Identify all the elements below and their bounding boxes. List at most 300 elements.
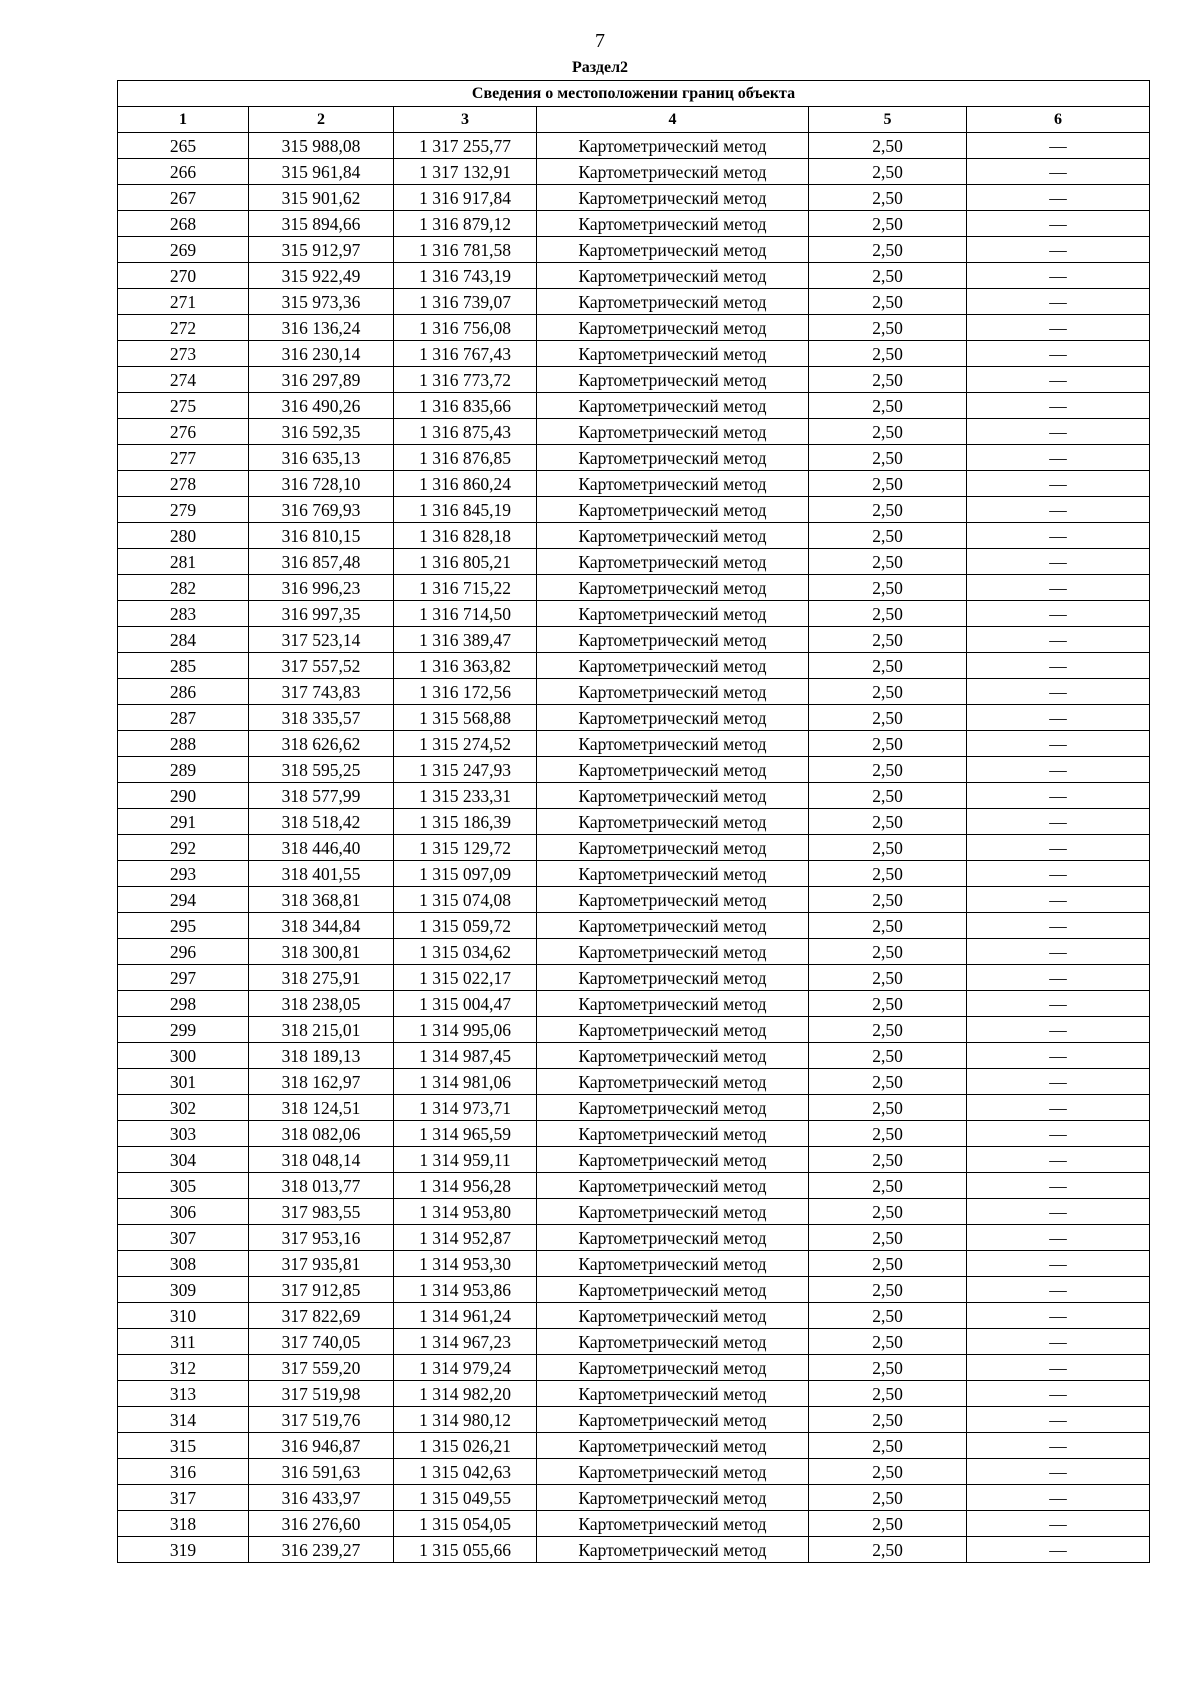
method-cell: Картометрический метод: [537, 731, 809, 757]
y-coordinate-cell: 1 315 186,39: [394, 809, 537, 835]
x-coordinate-cell: 316 592,35: [249, 419, 394, 445]
x-coordinate-cell: 317 743,83: [249, 679, 394, 705]
accuracy-cell: 2,50: [809, 731, 967, 757]
y-coordinate-cell: 1 316 714,50: [394, 601, 537, 627]
table-row: [118, 1173, 1150, 1199]
x-coordinate-cell: 317 523,14: [249, 627, 394, 653]
accuracy-cell: 2,50: [809, 1381, 967, 1407]
point-number-cell: 312: [118, 1355, 249, 1381]
table-row: [118, 497, 1150, 523]
y-coordinate-cell: 1 314 952,87: [394, 1225, 537, 1251]
x-coordinate-cell: 318 335,57: [249, 705, 394, 731]
description-cell: —: [967, 523, 1150, 549]
table-row: [118, 757, 1150, 783]
accuracy-cell: 2,50: [809, 419, 967, 445]
accuracy-cell: 2,50: [809, 1043, 967, 1069]
description-cell: —: [967, 1225, 1150, 1251]
accuracy-cell: 2,50: [809, 1407, 967, 1433]
point-number-cell: 268: [118, 211, 249, 237]
x-coordinate-cell: 318 368,81: [249, 887, 394, 913]
x-coordinate-cell: 318 189,13: [249, 1043, 394, 1069]
x-coordinate-cell: 316 946,87: [249, 1433, 394, 1459]
y-coordinate-cell: 1 315 055,66: [394, 1537, 537, 1563]
y-coordinate-cell: 1 315 054,05: [394, 1511, 537, 1537]
y-coordinate-cell: 1 316 389,47: [394, 627, 537, 653]
description-cell: —: [967, 575, 1150, 601]
accuracy-cell: 2,50: [809, 1355, 967, 1381]
description-cell: —: [967, 159, 1150, 185]
table-row: [118, 1277, 1150, 1303]
accuracy-cell: 2,50: [809, 1511, 967, 1537]
table-row: [118, 1433, 1150, 1459]
table-caption: Сведения о местоположении границ объекта: [118, 81, 1150, 107]
x-coordinate-cell: 317 912,85: [249, 1277, 394, 1303]
y-coordinate-cell: 1 314 961,24: [394, 1303, 537, 1329]
x-coordinate-cell: 318 048,14: [249, 1147, 394, 1173]
accuracy-cell: 2,50: [809, 1537, 967, 1563]
table-row: [118, 1407, 1150, 1433]
y-coordinate-cell: 1 315 042,63: [394, 1459, 537, 1485]
y-coordinate-cell: 1 314 953,30: [394, 1251, 537, 1277]
method-cell: Картометрический метод: [537, 627, 809, 653]
accuracy-cell: 2,50: [809, 315, 967, 341]
accuracy-cell: 2,50: [809, 887, 967, 913]
description-cell: —: [967, 1459, 1150, 1485]
x-coordinate-cell: 315 894,66: [249, 211, 394, 237]
table-row: [118, 991, 1150, 1017]
accuracy-cell: 2,50: [809, 861, 967, 887]
accuracy-cell: 2,50: [809, 783, 967, 809]
x-coordinate-cell: 318 626,62: [249, 731, 394, 757]
method-cell: Картометрический метод: [537, 445, 809, 471]
table-row: [118, 367, 1150, 393]
y-coordinate-cell: 1 315 034,62: [394, 939, 537, 965]
table-row: [118, 1043, 1150, 1069]
accuracy-cell: 2,50: [809, 159, 967, 185]
method-cell: Картометрический метод: [537, 991, 809, 1017]
accuracy-cell: 2,50: [809, 913, 967, 939]
description-cell: —: [967, 731, 1150, 757]
method-cell: Картометрический метод: [537, 861, 809, 887]
method-cell: Картометрический метод: [537, 679, 809, 705]
point-number-cell: 274: [118, 367, 249, 393]
table-row: [118, 133, 1150, 159]
y-coordinate-cell: 1 315 004,47: [394, 991, 537, 1017]
x-coordinate-cell: 316 997,35: [249, 601, 394, 627]
column-header: 1: [118, 107, 249, 133]
point-number-cell: 299: [118, 1017, 249, 1043]
accuracy-cell: 2,50: [809, 471, 967, 497]
table-row: [118, 523, 1150, 549]
accuracy-cell: 2,50: [809, 367, 967, 393]
y-coordinate-cell: 1 316 739,07: [394, 289, 537, 315]
y-coordinate-cell: 1 316 875,43: [394, 419, 537, 445]
y-coordinate-cell: 1 315 049,55: [394, 1485, 537, 1511]
description-cell: —: [967, 1277, 1150, 1303]
method-cell: Картометрический метод: [537, 1303, 809, 1329]
point-number-cell: 300: [118, 1043, 249, 1069]
y-coordinate-cell: 1 315 059,72: [394, 913, 537, 939]
y-coordinate-cell: 1 314 973,71: [394, 1095, 537, 1121]
description-cell: —: [967, 653, 1150, 679]
method-cell: Картометрический метод: [537, 1407, 809, 1433]
point-number-cell: 317: [118, 1485, 249, 1511]
description-cell: —: [967, 965, 1150, 991]
point-number-cell: 316: [118, 1459, 249, 1485]
accuracy-cell: 2,50: [809, 523, 967, 549]
method-cell: Картометрический метод: [537, 601, 809, 627]
column-header: 3: [394, 107, 537, 133]
y-coordinate-cell: 1 314 982,20: [394, 1381, 537, 1407]
point-number-cell: 279: [118, 497, 249, 523]
method-cell: Картометрический метод: [537, 887, 809, 913]
method-cell: Картометрический метод: [537, 1199, 809, 1225]
point-number-cell: 292: [118, 835, 249, 861]
table-row: [118, 939, 1150, 965]
description-cell: —: [967, 1017, 1150, 1043]
description-cell: —: [967, 289, 1150, 315]
table-row: [118, 1121, 1150, 1147]
table-row: [118, 1381, 1150, 1407]
x-coordinate-cell: 317 559,20: [249, 1355, 394, 1381]
table-row: [118, 627, 1150, 653]
accuracy-cell: 2,50: [809, 341, 967, 367]
table-row: [118, 159, 1150, 185]
accuracy-cell: 2,50: [809, 1225, 967, 1251]
point-number-cell: 272: [118, 315, 249, 341]
y-coordinate-cell: 1 314 980,12: [394, 1407, 537, 1433]
table-row: [118, 1069, 1150, 1095]
point-number-cell: 319: [118, 1537, 249, 1563]
y-coordinate-cell: 1 316 876,85: [394, 445, 537, 471]
y-coordinate-cell: 1 316 845,19: [394, 497, 537, 523]
method-cell: Картометрический метод: [537, 705, 809, 731]
accuracy-cell: 2,50: [809, 1095, 967, 1121]
table-row: [118, 211, 1150, 237]
x-coordinate-cell: 317 822,69: [249, 1303, 394, 1329]
table-row: [118, 263, 1150, 289]
y-coordinate-cell: 1 316 767,43: [394, 341, 537, 367]
method-cell: Картометрический метод: [537, 497, 809, 523]
table-row: [118, 419, 1150, 445]
x-coordinate-cell: 318 215,01: [249, 1017, 394, 1043]
method-cell: Картометрический метод: [537, 1225, 809, 1251]
point-number-cell: 302: [118, 1095, 249, 1121]
x-coordinate-cell: 316 635,13: [249, 445, 394, 471]
description-cell: —: [967, 1173, 1150, 1199]
description-cell: —: [967, 1407, 1150, 1433]
page-number: 7: [595, 30, 605, 52]
x-coordinate-cell: 318 401,55: [249, 861, 394, 887]
point-number-cell: 305: [118, 1173, 249, 1199]
method-cell: Картометрический метод: [537, 1433, 809, 1459]
table-row: [118, 1329, 1150, 1355]
point-number-cell: 281: [118, 549, 249, 575]
method-cell: Картометрический метод: [537, 783, 809, 809]
accuracy-cell: 2,50: [809, 809, 967, 835]
accuracy-cell: 2,50: [809, 1459, 967, 1485]
point-number-cell: 309: [118, 1277, 249, 1303]
table-row: [118, 1251, 1150, 1277]
y-coordinate-cell: 1 317 255,77: [394, 133, 537, 159]
x-coordinate-cell: 318 275,91: [249, 965, 394, 991]
method-cell: Картометрический метод: [537, 653, 809, 679]
accuracy-cell: 2,50: [809, 263, 967, 289]
x-coordinate-cell: 318 124,51: [249, 1095, 394, 1121]
x-coordinate-cell: 318 300,81: [249, 939, 394, 965]
accuracy-cell: 2,50: [809, 1303, 967, 1329]
point-number-cell: 269: [118, 237, 249, 263]
method-cell: Картометрический метод: [537, 1017, 809, 1043]
table-row: [118, 471, 1150, 497]
table-row: [118, 1303, 1150, 1329]
point-number-cell: 297: [118, 965, 249, 991]
x-coordinate-cell: 316 996,23: [249, 575, 394, 601]
description-cell: —: [967, 991, 1150, 1017]
x-coordinate-cell: 316 769,93: [249, 497, 394, 523]
point-number-cell: 313: [118, 1381, 249, 1407]
description-cell: —: [967, 497, 1150, 523]
y-coordinate-cell: 1 315 074,08: [394, 887, 537, 913]
method-cell: Картометрический метод: [537, 1095, 809, 1121]
x-coordinate-cell: 316 297,89: [249, 367, 394, 393]
point-number-cell: 295: [118, 913, 249, 939]
table-row: [118, 1017, 1150, 1043]
column-header: 5: [809, 107, 967, 133]
x-coordinate-cell: 317 557,52: [249, 653, 394, 679]
method-cell: Картометрический метод: [537, 1485, 809, 1511]
point-number-cell: 276: [118, 419, 249, 445]
point-number-cell: 285: [118, 653, 249, 679]
method-cell: Картометрический метод: [537, 1329, 809, 1355]
table-row: [118, 1355, 1150, 1381]
x-coordinate-cell: 318 595,25: [249, 757, 394, 783]
method-cell: Картометрический метод: [537, 575, 809, 601]
description-cell: —: [967, 419, 1150, 445]
accuracy-cell: 2,50: [809, 575, 967, 601]
accuracy-cell: 2,50: [809, 835, 967, 861]
table-row: [118, 1459, 1150, 1485]
point-number-cell: 267: [118, 185, 249, 211]
description-cell: —: [967, 1199, 1150, 1225]
y-coordinate-cell: 1 314 995,06: [394, 1017, 537, 1043]
description-cell: —: [967, 133, 1150, 159]
accuracy-cell: 2,50: [809, 705, 967, 731]
point-number-cell: 266: [118, 159, 249, 185]
x-coordinate-cell: 316 239,27: [249, 1537, 394, 1563]
x-coordinate-cell: 318 344,84: [249, 913, 394, 939]
method-cell: Картометрический метод: [537, 757, 809, 783]
y-coordinate-cell: 1 315 097,09: [394, 861, 537, 887]
accuracy-cell: 2,50: [809, 1433, 967, 1459]
accuracy-cell: 2,50: [809, 627, 967, 653]
x-coordinate-cell: 315 973,36: [249, 289, 394, 315]
description-cell: —: [967, 445, 1150, 471]
x-coordinate-cell: 316 230,14: [249, 341, 394, 367]
table-body: [118, 133, 1150, 1563]
table-row: [118, 1537, 1150, 1563]
table-row: [118, 1485, 1150, 1511]
method-cell: Картометрический метод: [537, 237, 809, 263]
x-coordinate-cell: 318 446,40: [249, 835, 394, 861]
boundaries-table: [117, 80, 1150, 1563]
point-number-cell: 278: [118, 471, 249, 497]
table-row: [118, 315, 1150, 341]
point-number-cell: 277: [118, 445, 249, 471]
description-cell: —: [967, 1043, 1150, 1069]
y-coordinate-cell: 1 316 835,66: [394, 393, 537, 419]
table-row: [118, 1511, 1150, 1537]
point-number-cell: 283: [118, 601, 249, 627]
point-number-cell: 294: [118, 887, 249, 913]
accuracy-cell: 2,50: [809, 1069, 967, 1095]
accuracy-cell: 2,50: [809, 1329, 967, 1355]
description-cell: —: [967, 809, 1150, 835]
method-cell: Картометрический метод: [537, 263, 809, 289]
x-coordinate-cell: 316 591,63: [249, 1459, 394, 1485]
y-coordinate-cell: 1 315 129,72: [394, 835, 537, 861]
y-coordinate-cell: 1 314 981,06: [394, 1069, 537, 1095]
table-row: [118, 341, 1150, 367]
accuracy-cell: 2,50: [809, 1251, 967, 1277]
x-coordinate-cell: 315 961,84: [249, 159, 394, 185]
description-cell: —: [967, 679, 1150, 705]
method-cell: Картометрический метод: [537, 1147, 809, 1173]
method-cell: Картометрический метод: [537, 315, 809, 341]
method-cell: Картометрический метод: [537, 1173, 809, 1199]
accuracy-cell: 2,50: [809, 1147, 967, 1173]
accuracy-cell: 2,50: [809, 991, 967, 1017]
x-coordinate-cell: 318 162,97: [249, 1069, 394, 1095]
description-cell: —: [967, 705, 1150, 731]
y-coordinate-cell: 1 314 987,45: [394, 1043, 537, 1069]
method-cell: Картометрический метод: [537, 1537, 809, 1563]
y-coordinate-cell: 1 316 805,21: [394, 549, 537, 575]
description-cell: —: [967, 1381, 1150, 1407]
description-cell: —: [967, 1303, 1150, 1329]
method-cell: Картометрический метод: [537, 211, 809, 237]
table-row: [118, 731, 1150, 757]
description-cell: —: [967, 783, 1150, 809]
accuracy-cell: 2,50: [809, 1121, 967, 1147]
y-coordinate-cell: 1 315 274,52: [394, 731, 537, 757]
description-cell: —: [967, 1511, 1150, 1537]
x-coordinate-cell: 316 136,24: [249, 315, 394, 341]
description-cell: —: [967, 367, 1150, 393]
method-cell: Картометрический метод: [537, 965, 809, 991]
accuracy-cell: 2,50: [809, 1017, 967, 1043]
table-row: [118, 1225, 1150, 1251]
point-number-cell: 291: [118, 809, 249, 835]
method-cell: Картометрический метод: [537, 549, 809, 575]
description-cell: —: [967, 861, 1150, 887]
table-row: [118, 1199, 1150, 1225]
point-number-cell: 298: [118, 991, 249, 1017]
x-coordinate-cell: 317 519,76: [249, 1407, 394, 1433]
point-number-cell: 307: [118, 1225, 249, 1251]
table-row: [118, 835, 1150, 861]
x-coordinate-cell: 318 082,06: [249, 1121, 394, 1147]
column-header: 4: [537, 107, 809, 133]
point-number-cell: 286: [118, 679, 249, 705]
point-number-cell: 265: [118, 133, 249, 159]
description-cell: —: [967, 549, 1150, 575]
method-cell: Картометрический метод: [537, 393, 809, 419]
accuracy-cell: 2,50: [809, 211, 967, 237]
description-cell: —: [967, 835, 1150, 861]
y-coordinate-cell: 1 316 781,58: [394, 237, 537, 263]
point-number-cell: 311: [118, 1329, 249, 1355]
description-cell: —: [967, 211, 1150, 237]
point-number-cell: 304: [118, 1147, 249, 1173]
table-row: [118, 289, 1150, 315]
y-coordinate-cell: 1 316 756,08: [394, 315, 537, 341]
accuracy-cell: 2,50: [809, 653, 967, 679]
x-coordinate-cell: 317 983,55: [249, 1199, 394, 1225]
x-coordinate-cell: 316 276,60: [249, 1511, 394, 1537]
description-cell: —: [967, 887, 1150, 913]
table-row: [118, 185, 1150, 211]
table-row: [118, 705, 1150, 731]
table-row: [118, 679, 1150, 705]
y-coordinate-cell: 1 314 953,80: [394, 1199, 537, 1225]
accuracy-cell: 2,50: [809, 1199, 967, 1225]
accuracy-cell: 2,50: [809, 1173, 967, 1199]
method-cell: Картометрический метод: [537, 1381, 809, 1407]
description-cell: —: [967, 913, 1150, 939]
description-cell: —: [967, 1121, 1150, 1147]
x-coordinate-cell: 316 433,97: [249, 1485, 394, 1511]
y-coordinate-cell: 1 316 879,12: [394, 211, 537, 237]
method-cell: Картометрический метод: [537, 419, 809, 445]
table-row: [118, 887, 1150, 913]
x-coordinate-cell: 317 953,16: [249, 1225, 394, 1251]
method-cell: Картометрический метод: [537, 523, 809, 549]
method-cell: Картометрический метод: [537, 159, 809, 185]
description-cell: —: [967, 471, 1150, 497]
point-number-cell: 275: [118, 393, 249, 419]
x-coordinate-cell: 318 518,42: [249, 809, 394, 835]
table-row: [118, 913, 1150, 939]
description-cell: —: [967, 1147, 1150, 1173]
description-cell: —: [967, 263, 1150, 289]
point-number-cell: 296: [118, 939, 249, 965]
point-number-cell: 315: [118, 1433, 249, 1459]
method-cell: Картометрический метод: [537, 471, 809, 497]
accuracy-cell: 2,50: [809, 133, 967, 159]
accuracy-cell: 2,50: [809, 237, 967, 263]
method-cell: Картометрический метод: [537, 939, 809, 965]
accuracy-cell: 2,50: [809, 601, 967, 627]
y-coordinate-cell: 1 315 233,31: [394, 783, 537, 809]
x-coordinate-cell: 316 810,15: [249, 523, 394, 549]
y-coordinate-cell: 1 316 743,19: [394, 263, 537, 289]
point-number-cell: 289: [118, 757, 249, 783]
table-row: [118, 445, 1150, 471]
y-coordinate-cell: 1 317 132,91: [394, 159, 537, 185]
description-cell: —: [967, 939, 1150, 965]
point-number-cell: 284: [118, 627, 249, 653]
method-cell: Картометрический метод: [537, 1355, 809, 1381]
method-cell: Картометрический метод: [537, 1043, 809, 1069]
point-number-cell: 271: [118, 289, 249, 315]
accuracy-cell: 2,50: [809, 445, 967, 471]
description-cell: —: [967, 185, 1150, 211]
column-header: 6: [967, 107, 1150, 133]
description-cell: —: [967, 1329, 1150, 1355]
x-coordinate-cell: 316 490,26: [249, 393, 394, 419]
x-coordinate-cell: 318 577,99: [249, 783, 394, 809]
